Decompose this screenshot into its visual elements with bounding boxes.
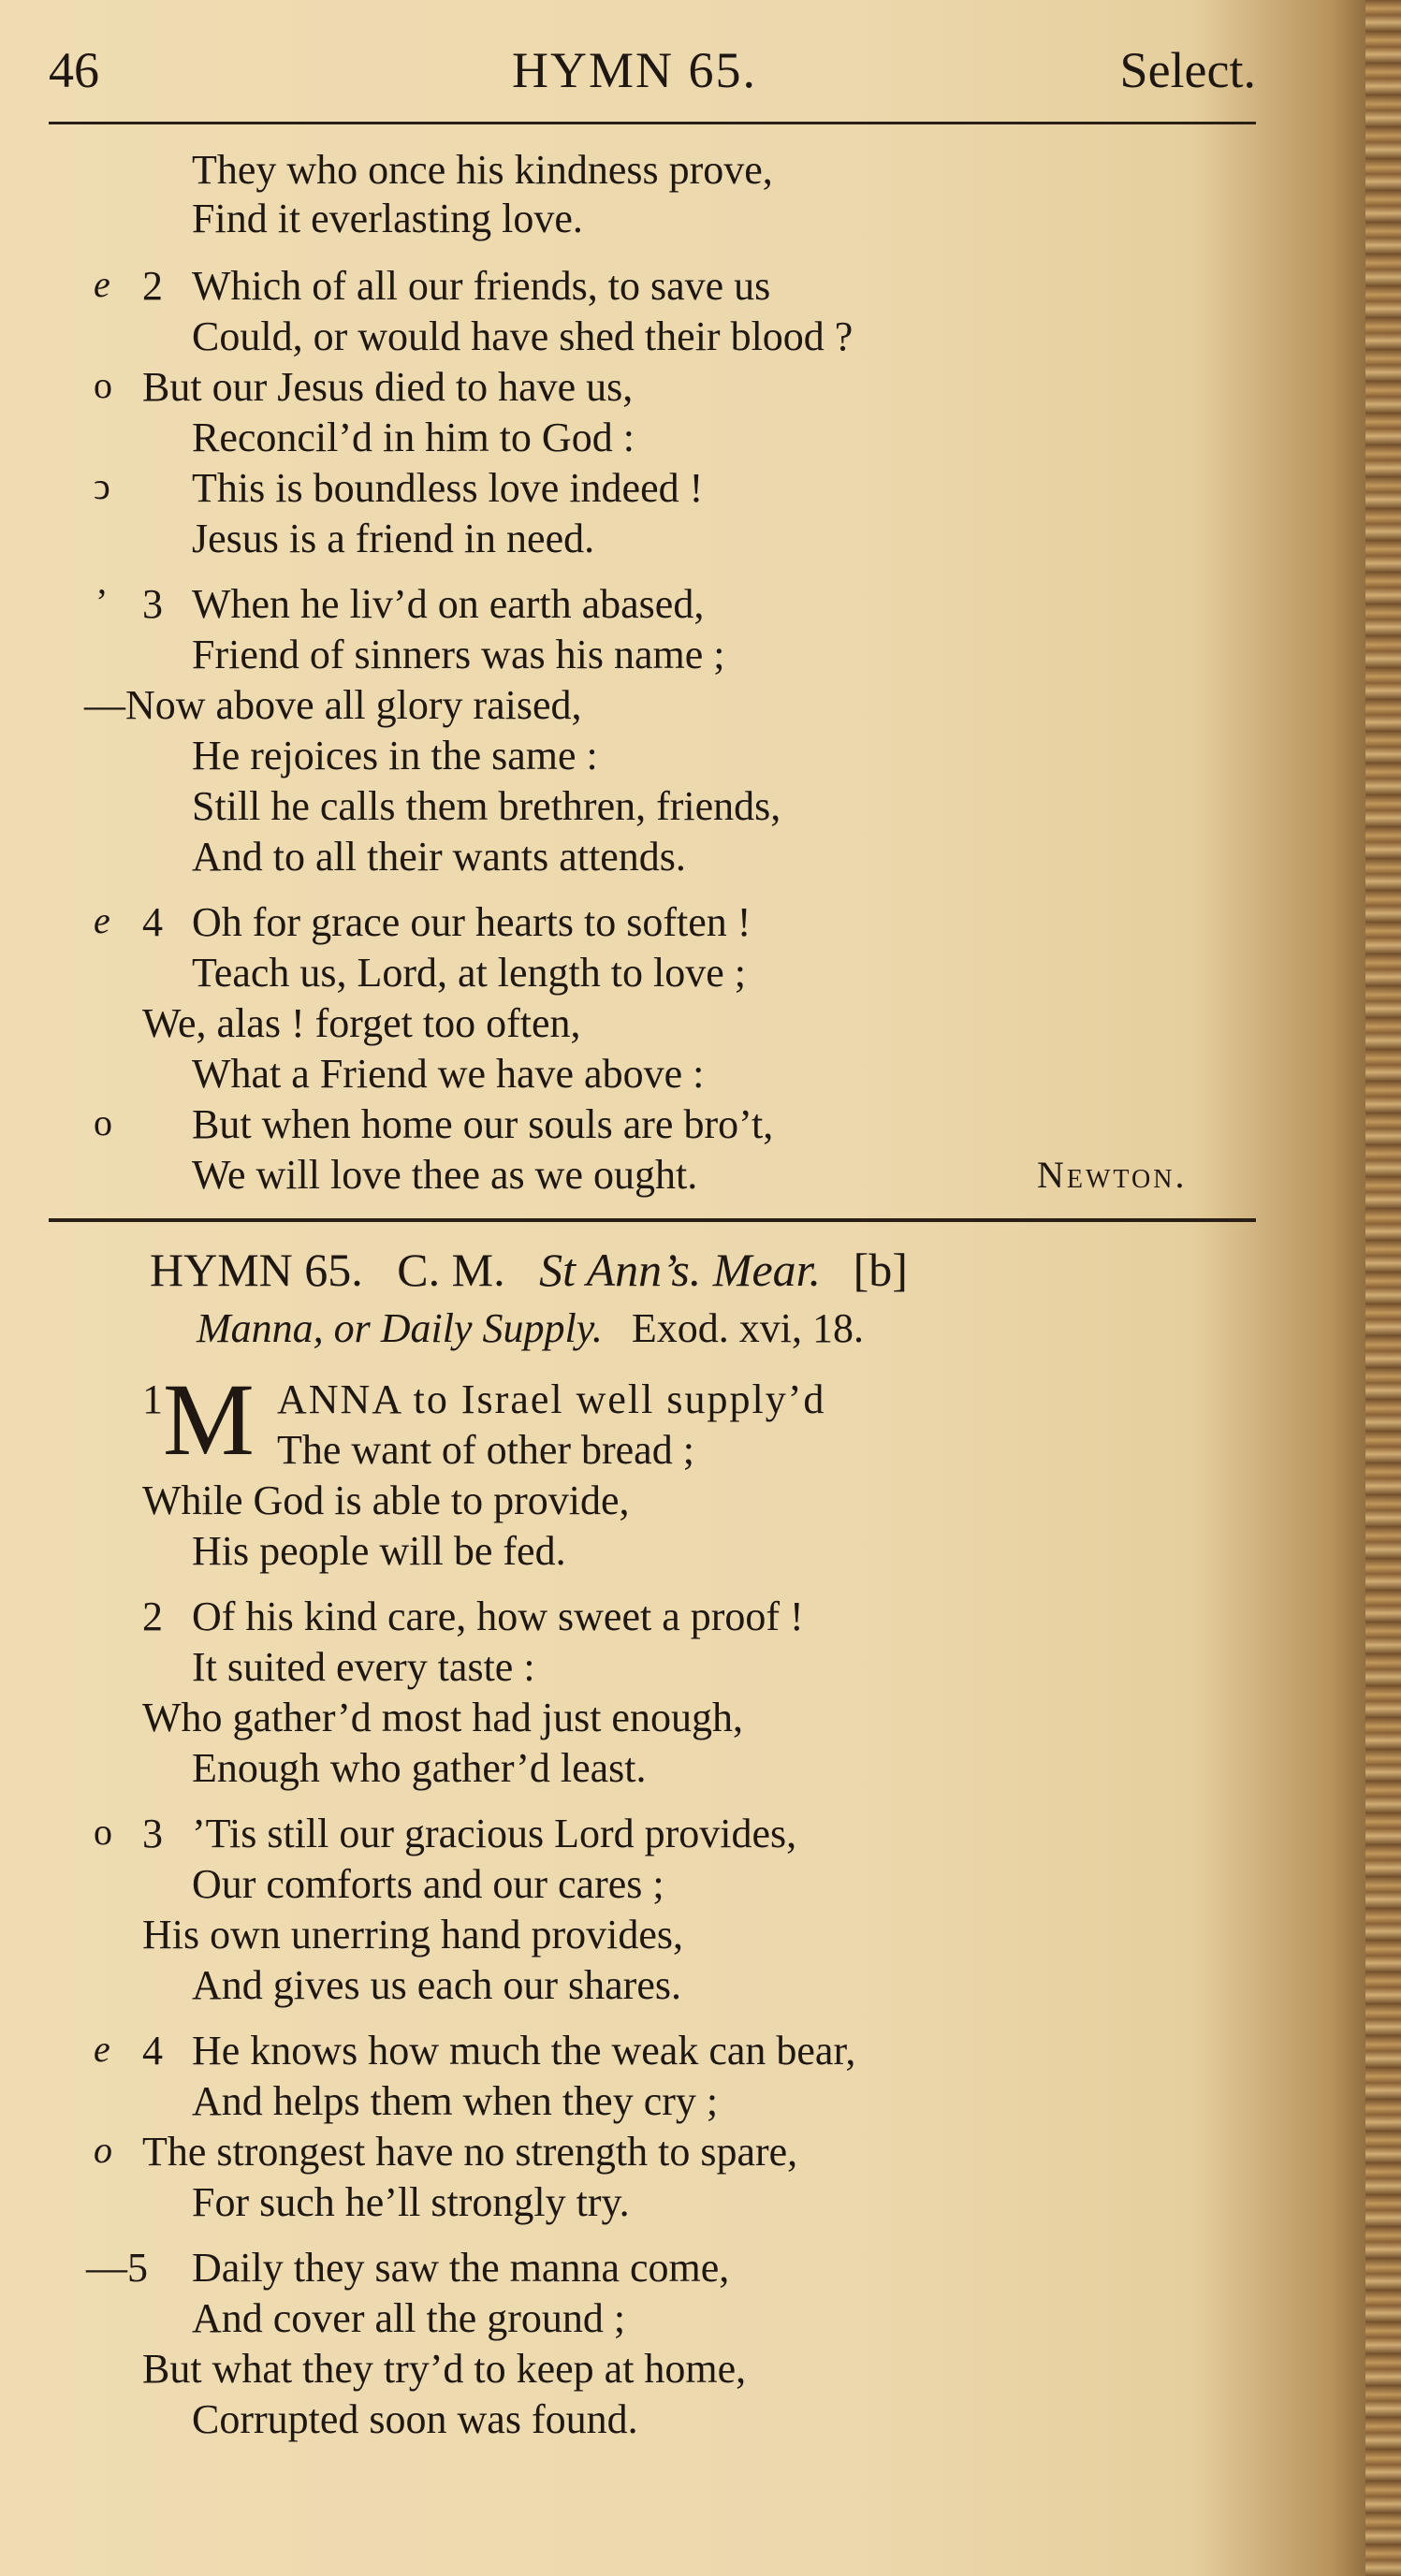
verse-line: Who gather’d most had just enough,: [142, 1695, 743, 1740]
dynamic-mark: o: [94, 1101, 112, 1143]
verse-line: Jesus is a friend in need.: [192, 516, 595, 561]
verse-line: Which of all our friends, to save us: [192, 263, 771, 309]
verse-line: What a Friend we have above :: [192, 1051, 705, 1097]
verse-line: Enough who gather’d least.: [192, 1745, 647, 1791]
verse-line: Could, or would have shed their blood ?: [192, 313, 854, 359]
verse-line: And gives us each our shares.: [192, 1962, 681, 2008]
hymn-tunes: St Ann’s. Mear.: [539, 1244, 822, 1296]
verse-number: 4: [142, 899, 163, 945]
header-rule: [49, 122, 1256, 124]
verse-line: His own unerring hand provides,: [142, 1912, 684, 1957]
hymn-subtitle: [197, 1304, 864, 1352]
dynamic-mark: e: [94, 2028, 110, 2070]
verse-line: Still he calls them brethren, friends,: [192, 783, 781, 829]
verse-line: We will love thee as we ought.: [192, 1152, 698, 1198]
verse-number: 3: [142, 1811, 163, 1856]
verse-line: When he liv’d on earth abased,: [192, 581, 705, 627]
verse-line: Daily they saw the manna come,: [192, 2245, 730, 2291]
scripture-reference: Exod. xvi, 18.: [631, 1305, 864, 1351]
running-title: HYMN 65.: [512, 42, 758, 98]
verse-line: Oh for grace our hearts to soften !: [192, 899, 752, 945]
verse-line: ANNA to Israel well supply’d: [277, 1376, 826, 1422]
verse-line: His people will be fed.: [192, 1528, 566, 1574]
verse-line: And cover all the ground ;: [192, 2295, 626, 2341]
section-rule: [49, 1218, 1256, 1222]
dash-mark: —: [84, 682, 125, 728]
verse-line: The want of other bread ;: [277, 1427, 694, 1473]
page-header: [49, 41, 1256, 107]
verse-line: But what they try’d to keep at home,: [142, 2346, 747, 2392]
dynamic-mark: e: [94, 263, 110, 305]
verse-line: But when home our souls are bro’t,: [192, 1101, 774, 1147]
verse-number: 2: [142, 263, 163, 309]
verse-line: Reconcil’d in him to God :: [192, 415, 635, 460]
page-number: 46: [49, 42, 99, 98]
dynamic-mark: o: [94, 2129, 112, 2171]
verse-line: And helps them when they cry ;: [192, 2078, 719, 2124]
dynamic-mark: ʼ: [95, 581, 109, 623]
verse-line: Teach us, Lord, at length to love ;: [192, 950, 746, 996]
verse-line: Corrupted soon was found.: [192, 2396, 638, 2442]
verse-line: He rejoices in the same :: [192, 733, 598, 779]
verse-line: They who once his kindness prove,: [192, 147, 773, 193]
verse-line: Of his kind care, how sweet a proof !: [192, 1594, 804, 1639]
verse-line: The strongest have no strength to spare,: [142, 2129, 798, 2175]
verse-number: 3: [142, 581, 163, 627]
dynamic-mark: o: [94, 1811, 112, 1853]
hymn-subtitle-title: Manna, or Daily Supply.: [197, 1305, 603, 1351]
hymn-key: [b]: [853, 1244, 908, 1296]
page-edge: [1365, 0, 1401, 2576]
hymn-meter: C. M.: [397, 1244, 505, 1296]
verse-number: 1: [142, 1376, 163, 1422]
hymn-number: HYMN 65.: [150, 1244, 363, 1296]
verse-line: Friend of sinners was his name ;: [192, 632, 725, 677]
hymn-heading: [150, 1243, 908, 1297]
verse-line: While God is able to provide,: [142, 1477, 630, 1523]
verse-number: 2: [142, 1594, 163, 1639]
author-name: Newton.: [1037, 1154, 1188, 1196]
verse-line: But our Jesus died to have us,: [142, 364, 634, 410]
verse-line: ’Tis still our gracious Lord provides,: [192, 1811, 797, 1856]
dynamic-mark: e: [94, 899, 110, 941]
verse-line: For such he’ll strongly try.: [192, 2179, 630, 2225]
verse-line: [84, 681, 582, 730]
verse-line: We, alas ! forget too often,: [142, 1000, 581, 1046]
dynamic-mark: ↄ: [94, 465, 110, 507]
verse-line: He knows how much the weak can bear,: [192, 2028, 856, 2074]
dynamic-mark: o: [94, 364, 112, 406]
section-label: Select.: [1119, 42, 1256, 98]
verse-number: 4: [142, 2028, 163, 2074]
verse-line: And to all their wants attends.: [192, 834, 686, 880]
drop-cap: M: [163, 1362, 255, 1477]
verse-line: Find it everlasting love.: [192, 196, 583, 241]
verse-line: It suited every taste :: [192, 1644, 535, 1690]
verse-text: Now above all glory raised,: [125, 682, 582, 728]
verse-line: Our comforts and our cares ;: [192, 1861, 664, 1907]
verse-line: This is boundless love indeed !: [192, 465, 704, 511]
verse-number: —5: [86, 2245, 148, 2291]
